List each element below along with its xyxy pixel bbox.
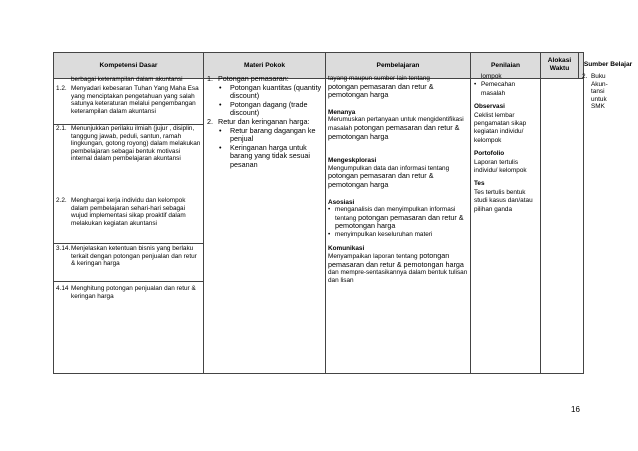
kd-item: berbagai keterampilan dalam akuntansi [71,76,183,83]
sumber-column [582,73,634,111]
pn-bullet: • Pemecahan masalah [474,81,516,97]
header-materi-pokok: Materi Pokok [243,61,286,69]
materi-column [207,75,322,170]
materi-subitem: • Keringanan harga untuk barang yang tidak sesuai pesanan [219,142,310,169]
pb-asosiasi-bullet: • menganalisis dan menyimpulkan informasi tentang potongan pemasaran dan retur & pemotongan harga [328,206,464,231]
header-kompetensi-dasar: Kompetensi Dasar [99,61,158,69]
pb-menanya-text: Merumuskan pertanyaan untuk mengidentifikasi masalah potongan pemasaran dan retur & pemotongan harga [328,116,464,141]
pb-intro: tayang maupun sumber lain tentang [328,75,430,82]
kompetensi-column [54,71,203,367]
materi-item: 1. Potongan pemasaran: [207,74,289,83]
column-divider [325,53,326,373]
syllabus-table [53,52,633,374]
kd-item: 3.14. Menjelaskan ketentuan bisnis yang berlaku terkait dengan potongan penjualan dan retur & keringan harga [56,245,197,268]
kd-item: 4.14 Menghitung potongan penjualan dan retur & keringan harga [56,285,196,300]
pb-komunikasi-heading: Komunikasi [328,244,365,252]
kd-item: 1.2. Menyadari kebesaran Tuhan Yang Maha Esa yang menciptakan pengetahuan yang salah satunya keteraturan melalui pengembangan keterampilan dalam akuntansi [56,85,199,115]
pb-asosiasi-bullet: • menyimpulkan keseluruhan materi [328,230,433,238]
pb-komunikasi-text: Menyampaikan laporan tentang potongan pemasaran dan retur & pemotongan harga dan mempre-sentasikannya dalam bentuk tulisan dan lisan [328,251,468,284]
column-divider [470,53,471,373]
pn-observasi-text: Ceklist lembar pengamatan sikap kegiatan individu/ kelompok [474,111,527,144]
kd-item: 2.2. Menghargai kerja individu dan kelompok dalam pembelajaran sehari-hari sebagai wujud implementasi sikap proaktif dalam melakukan kegiatan akuntansi [56,197,186,227]
header-sumber-belajar: Sumber Belajar [583,61,633,68]
header-penilaian: Penilaian [491,61,520,69]
header-alokasi-waktu: Alokasi Waktu [547,57,572,72]
pn-observasi-heading: Observasi [474,103,505,111]
header-pembelajaran: Pembelajaran [376,61,420,69]
column-divider [540,53,541,373]
materi-subitem: • Potongan kuantitas (quantity discount) [219,82,322,101]
materi-item: 2. Retur dan keringanan harga: [207,116,310,126]
materi-subitem: • Potongan dagang (trade discount) [219,99,308,118]
page-number: 16 [571,405,580,414]
pb-intro-topic: potongan pemasaran dan retur & pemotongan harga [328,81,434,100]
penilaian-column [474,73,538,214]
pb-eksplorasi-text: Mengumpulkan data dan informasi tentang potongan pemasaran dan retur & pemotongan harga [328,164,450,189]
column-divider [203,53,204,373]
pb-asosiasi-heading: Asosiasi [328,198,355,206]
materi-subitem: • Retur barang dagangan ke penjual [219,125,316,144]
row-divider [54,281,203,282]
pn-tes-text: Tes tertulis bentuk studi kasus dan/atau pilihan ganda [474,188,533,213]
row-divider [54,243,203,244]
pn-portofolio-text: Laporan tertulis individu/ kelompok [474,158,527,175]
pb-menanya-heading: Menanya [328,108,356,116]
pn-tes-heading: Tes [474,180,485,188]
pn-text: lompok [481,73,502,80]
sumber-item: 2. Buku Akun-tansi untuk SMK [582,73,608,111]
pn-portofolio-heading: Portofolio [474,150,505,158]
pembelajaran-column [328,75,468,284]
pb-eksplorasi-heading: Mengeskplorasi [328,157,377,165]
kd-item: 2.1. Menunjukkan perilaku ilmiah (jujur , disiplin, tanggung jawab, peduli, santun, ramah lingkungan, gotong royong) dalam melakukan pembelajaran sebagai bentuk motivasi internal dalam pembelajaran akuntansi [56,125,201,163]
